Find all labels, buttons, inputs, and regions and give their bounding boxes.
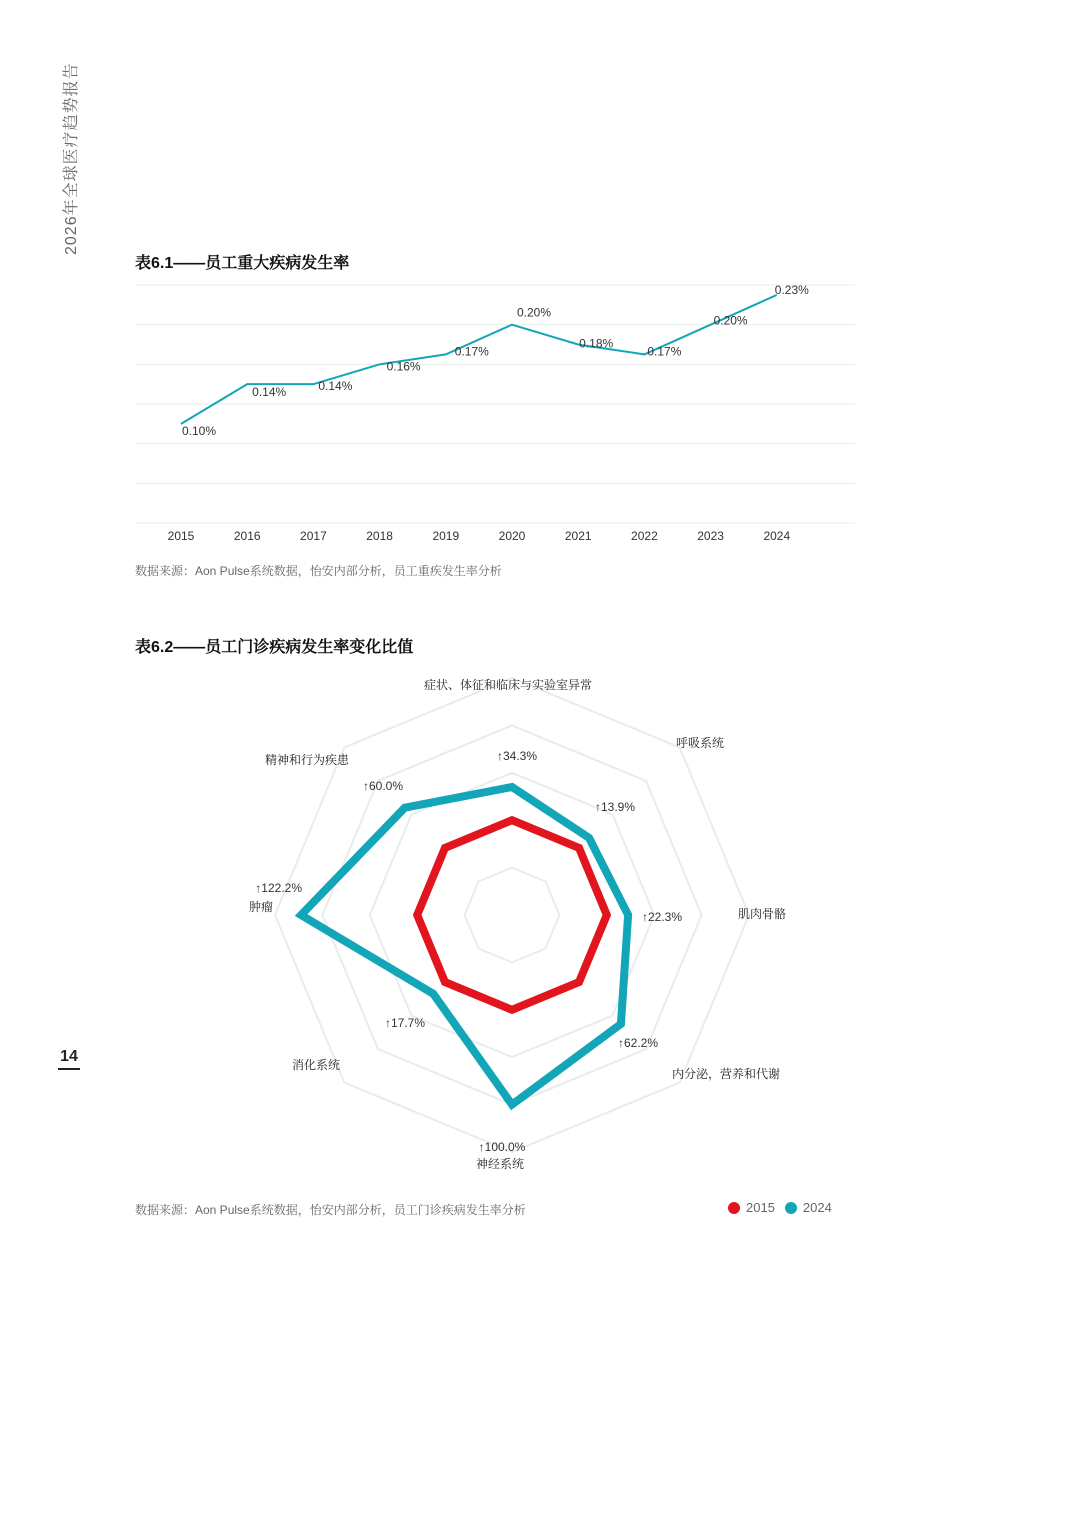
radar-axis-label: 症状、体征和临床与实验室异常 (423, 678, 593, 692)
line-chart-source: 数据来源：Aon Pulse系统数据，怡安内部分析，员工重疾发生率分析 (135, 564, 502, 578)
page-number: 14 (58, 1048, 80, 1070)
legend-item-2024 (785, 1200, 832, 1215)
legend-label-2015: 2015 (746, 1200, 775, 1215)
line-data-label: 0.14% (252, 385, 287, 400)
radar-chart-source: 数据来源：Aon Pulse系统数据，怡安内部分析，员工门诊疾病发生率分析 (135, 1203, 526, 1217)
radar-change-label: ↑60.0% (362, 779, 404, 793)
x-tick-label: 2018 (366, 529, 393, 543)
radar-axis-label: 肿瘤 (248, 900, 273, 914)
radar-chart-title: 表6.2——员工门诊疾病发生率变化比值 (135, 639, 414, 656)
radar-axis-label: 神经系统 (475, 1157, 525, 1171)
line-data-label: 0.16% (386, 359, 421, 374)
line-data-label: 0.10% (181, 423, 217, 438)
legend-dot-2024 (785, 1202, 797, 1214)
radar-change-label: ↑122.2% (255, 881, 302, 895)
line-data-label: 0.20% (713, 313, 748, 328)
radar-axis-label: 精神和行为疾患 (264, 753, 349, 767)
radar-legend (728, 1200, 842, 1215)
radar-axis-label: 肌肉骨骼 (738, 907, 787, 921)
radar-change-label: ↑62.2% (617, 1036, 659, 1050)
x-tick-label: 2016 (233, 529, 261, 543)
radar-grid-ring (465, 868, 560, 963)
line-chart (135, 283, 855, 543)
x-tick-label: 2020 (498, 529, 526, 543)
radar-chart (249, 677, 786, 1171)
radar-axis-label: 呼吸系统 (675, 736, 725, 750)
radar-series-2024 (301, 787, 628, 1105)
radar-change-label: ↑34.3% (496, 749, 538, 763)
line-data-label: 0.17% (454, 344, 489, 359)
radar-change-label: ↑13.9% (594, 800, 636, 814)
x-tick-label: 2022 (631, 529, 658, 543)
radar-axis-label: 内分泌，营养和代谢 (672, 1067, 781, 1081)
line-data-label: 0.14% (318, 379, 353, 394)
radar-axis-label: 消化系统 (291, 1058, 340, 1072)
legend-item-2015 (728, 1200, 775, 1215)
legend-label-2024: 2024 (802, 1200, 832, 1215)
line-data-label: 0.23% (774, 282, 809, 297)
line-data-label: 0.18% (579, 336, 614, 351)
x-tick-label: 2017 (300, 529, 327, 543)
x-tick-label: 2015 (167, 529, 195, 543)
x-tick-label: 2019 (432, 529, 460, 543)
x-tick-label: 2024 (763, 529, 791, 543)
radar-change-label: ↑100.0% (478, 1140, 526, 1154)
x-tick-label: 2023 (697, 529, 724, 543)
line-data-label: 0.17% (647, 344, 682, 359)
radar-grid-ring (370, 773, 654, 1057)
radar-series-2015 (417, 820, 607, 1010)
line-data-label: 0.20% (516, 305, 552, 320)
x-tick-label: 2021 (564, 529, 592, 543)
radar-change-label: ↑17.7% (384, 1016, 426, 1030)
legend-dot-2015 (728, 1202, 740, 1214)
radar-change-label: ↑22.3% (641, 910, 683, 924)
line-chart-title: 表6.1——员工重大疾病发生率 (135, 255, 350, 272)
report-side-title: 2026年全球医疗趋势报告 (63, 62, 80, 255)
